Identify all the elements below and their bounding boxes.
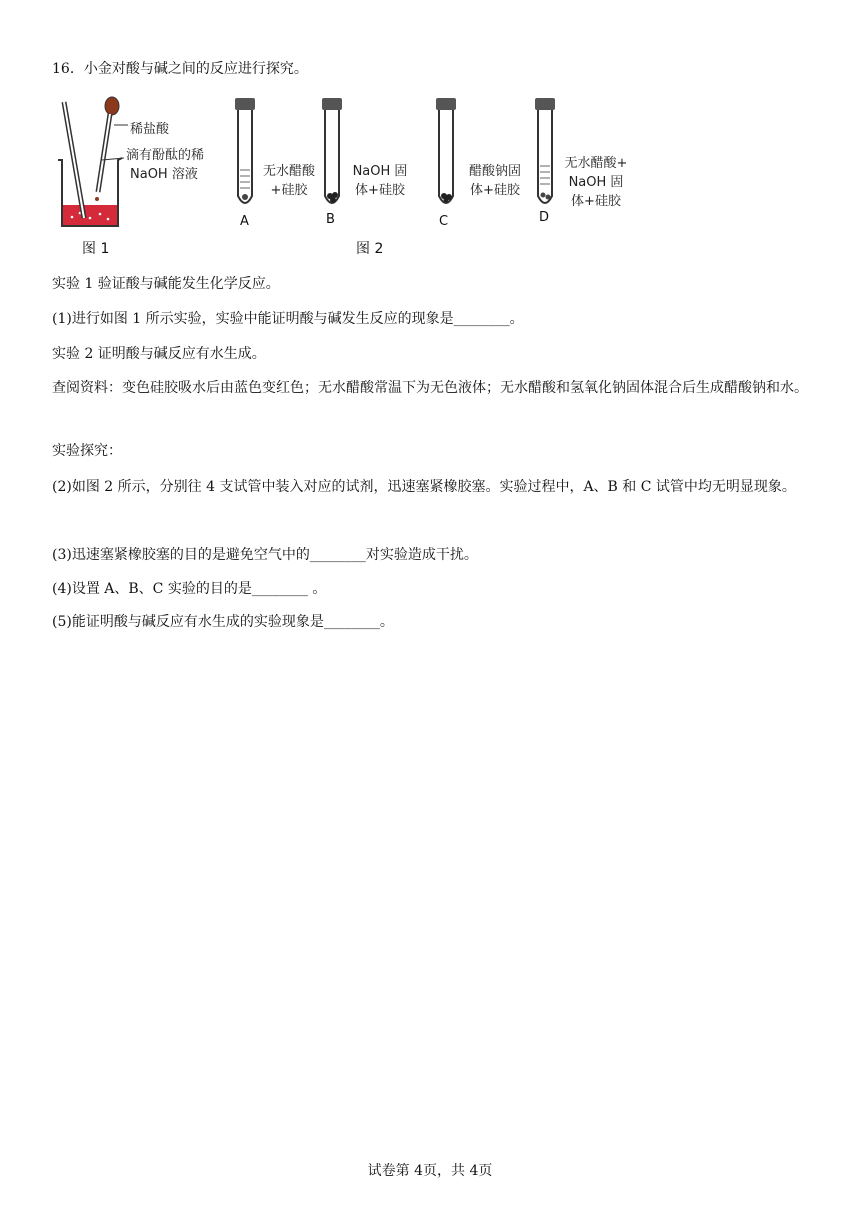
tube-B-label: NaOH 固 体+硅胶 — [352, 164, 408, 198]
question-5: (5)能证明酸与碱反应有水生成的实验现象是________。 — [52, 614, 394, 630]
question-4: (4)设置 A、B、C 实验的目的是________ 。 — [52, 581, 327, 597]
tube-D-letter: D — [539, 210, 550, 225]
figure2-caption: 图 2 — [356, 241, 384, 257]
dropper-bulb — [105, 97, 119, 115]
tube-D-art — [535, 98, 555, 203]
tube-C-art — [436, 98, 456, 203]
question-2: (2)如图 2 所示，分别往 4 支试管中装入对应的试剂，迅速塞紧橡胶塞。实验过程中，A、B 和 C 试管中均无明显现象。 — [52, 479, 796, 495]
beaker-figure — [58, 97, 128, 226]
exploration-heading: 实验探究： — [52, 443, 122, 459]
figure-artwork — [0, 0, 860, 270]
figure1-caption: 图 1 — [82, 241, 110, 257]
question-title: 16．小金对酸与碱之间的反应进行探究。 — [52, 61, 308, 77]
reference-info: 查阅资料：变色硅胶吸水后由蓝色变红色；无水醋酸常温下为无色液体；无水醋酸和氢氧化钠固体混合后生成醋酸钠和水。 — [52, 380, 808, 396]
label-naoh-solution: NaOH 溶液 — [130, 167, 198, 182]
label-phenolphthalein: 滴有酚酞的稀 — [126, 148, 205, 163]
red-solution — [63, 205, 117, 225]
tube-A-letter: A — [240, 214, 249, 229]
tube-B-letter: B — [326, 212, 335, 227]
tube-C-letter: C — [439, 214, 449, 229]
tube-A-label: 无水醋酸 +硅胶 — [262, 164, 315, 198]
tube-B-art — [322, 98, 342, 203]
question-1: (1)进行如图 1 所示实验，实验中能证明酸与碱发生反应的现象是________。 — [52, 311, 524, 327]
tube-C-label: 醋酸钠固 体+硅胶 — [468, 164, 521, 198]
tube-A-art — [235, 98, 255, 203]
label-dilute-hcl: 稀盐酸 — [130, 122, 170, 137]
experiment2-heading: 实验 2 证明酸与碱反应有水生成。 — [52, 346, 266, 362]
question-3: (3)迅速塞紧橡胶塞的目的是避免空气中的________对实验造成干扰。 — [52, 547, 478, 563]
page-footer: 试卷第 4页，共 4页 — [367, 1163, 493, 1179]
experiment1-heading: 实验 1 验证酸与碱能发生化学反应。 — [52, 276, 280, 292]
tube-D-label: 无水醋酸+ NaOH 固 体+硅胶 — [564, 156, 628, 209]
